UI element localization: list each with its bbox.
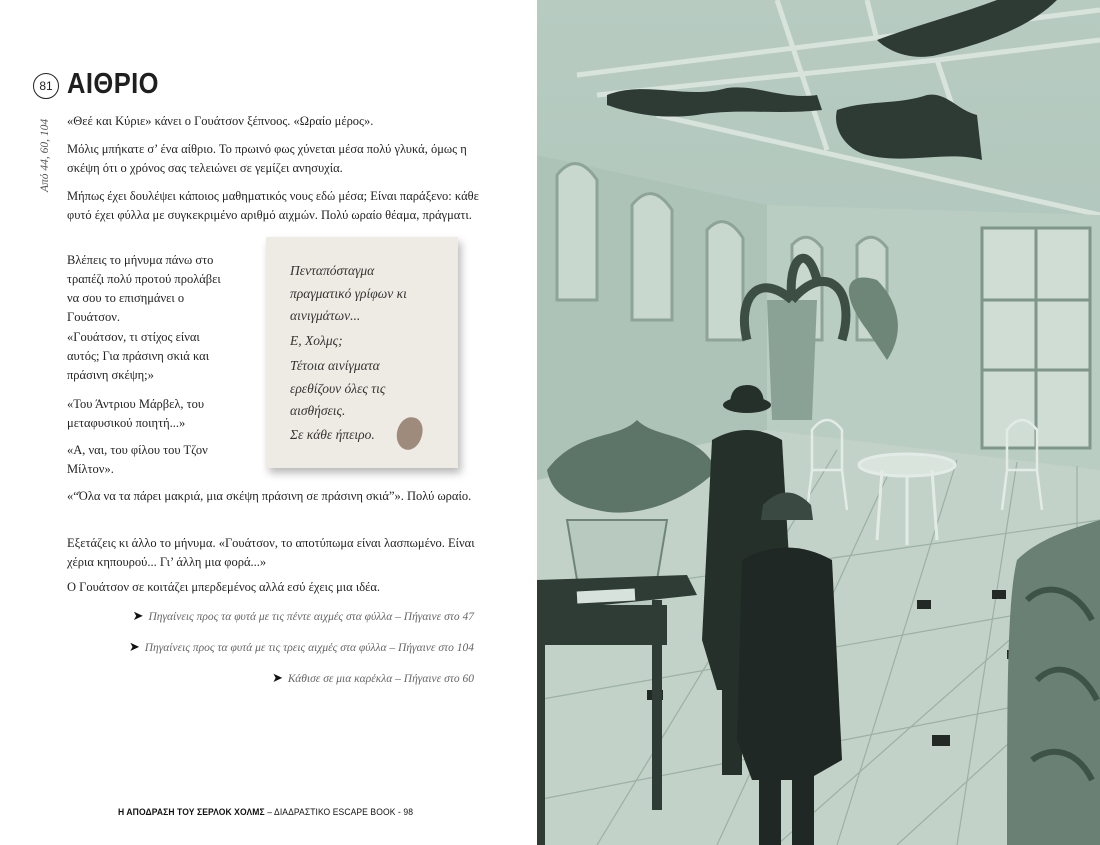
paragraph: Μόλις μπήκατε σ’ ένα αίθριο. Το πρωινό φως χύνεται μέσα πολύ γλυκά, όμως η σκέψη ότι ο χρόνος σας τελειώνει σε γεμίζει ανησυχία. [67, 142, 467, 175]
paragraph: Βλέπεις το μήνυμα πάνω στο τραπέζι πολύ προτού προλάβει να σου το επισημάνει ο Γουάτσον. [67, 253, 221, 324]
footer-book-title: Η ΑΠΟΔΡΑΣΗ ΤΟΥ ΣΕΡΛΟΚ ΧΟΛΜΣ [118, 807, 265, 818]
footer-subtitle: – ΔΙΑΔΡΑΣΤΙΚΟ ESCAPE BOOK - 98 [264, 807, 414, 818]
choice-go-to-47[interactable] [133, 609, 474, 624]
arrow-right-icon: ➤ [271, 671, 283, 686]
note-line: πραγματικό γρίφων κι [290, 286, 407, 301]
choice-go-to-60[interactable] [272, 671, 474, 686]
note-line: Σε κάθε ήπειρο. [290, 427, 375, 442]
choice-go-to-104[interactable] [129, 640, 474, 655]
paragraph: «Α, ναι, του φίλου του Τζον Μίλτον». [67, 443, 208, 476]
choice-label: Πηγαίνεις προς τα φυτά με τις τρεις αιχμές στα φύλλα – Πήγαινε στο 104 [144, 641, 474, 654]
paragraph: «Θεέ και Κύριε» κάνει ο Γουάτσον ξέπνοος. «Ωραίο μέρος». [67, 114, 374, 128]
page-footer [118, 807, 413, 818]
muddy-thumbprint-icon [393, 414, 425, 452]
arrow-right-icon: ➤ [132, 609, 144, 624]
paragraph: «Γουάτσον, τι στίχος είναι αυτός; Για πράσινη σκιά και πράσινη σκέψη;» [67, 330, 210, 382]
note-line: αισθήσεις. [290, 403, 346, 418]
note-line: Ε, Χολμς; [290, 333, 343, 348]
note-line: ερεθίζουν όλες τις [290, 381, 386, 396]
conservatory-illustration [537, 0, 1100, 845]
choice-label: Πηγαίνεις προς τα φυτά με τις πέντε αιχμές στα φύλλα – Πήγαινε στο 47 [148, 610, 474, 623]
french-doors [982, 228, 1090, 448]
note-line: Τέτοια αινίγματα [290, 358, 380, 373]
message-note-card [266, 237, 458, 468]
paragraph: Μήπως έχει δουλέψει κάποιος μαθηματικός νους εδώ μέσα; Είναι παράξενο: κάθε φυτό έχει φύλλα με συγκεκριμένο αριθμό αιχμών. Πολύ ωραίο θέαμα, πράγματι. [67, 189, 479, 222]
page-title: ΑΙΘΡΙΟ [67, 68, 159, 100]
arrow-right-icon: ➤ [128, 640, 140, 655]
choice-label: Κάθισε σε μια καρέκλα – Πήγαινε στο 60 [287, 672, 474, 685]
paragraph: Εξετάζεις κι άλλο το μήνυμα. «Γουάτσον, το αποτύπωμα είναι λασπωμένο. Είναι χέρια κηπουρού... Γι’ άλλη μια φορά...» [67, 536, 475, 569]
paragraph: «Του Άντριου Μάρβελ, του μεταφυσικού ποιητή...» [67, 397, 205, 430]
left-page [0, 0, 537, 845]
illustration-svg [537, 0, 1100, 845]
note-line: αινιγμάτων... [290, 308, 361, 323]
section-number: 81 [33, 73, 59, 99]
paragraph: «“Όλα να τα πάρει μακριά, μια σκέψη πράσινη σε πράσινη σκιά”». Πολύ ωραίο. [67, 489, 472, 503]
note-line: Πενταπόσταγμα [290, 263, 375, 278]
paragraph: Ο Γουάτσον σε κοιτάζει μπερδεμένος αλλά εσύ έχεις μια ιδέα. [67, 580, 381, 594]
from-sections-note: Από 44, 60, 104 [39, 118, 51, 192]
